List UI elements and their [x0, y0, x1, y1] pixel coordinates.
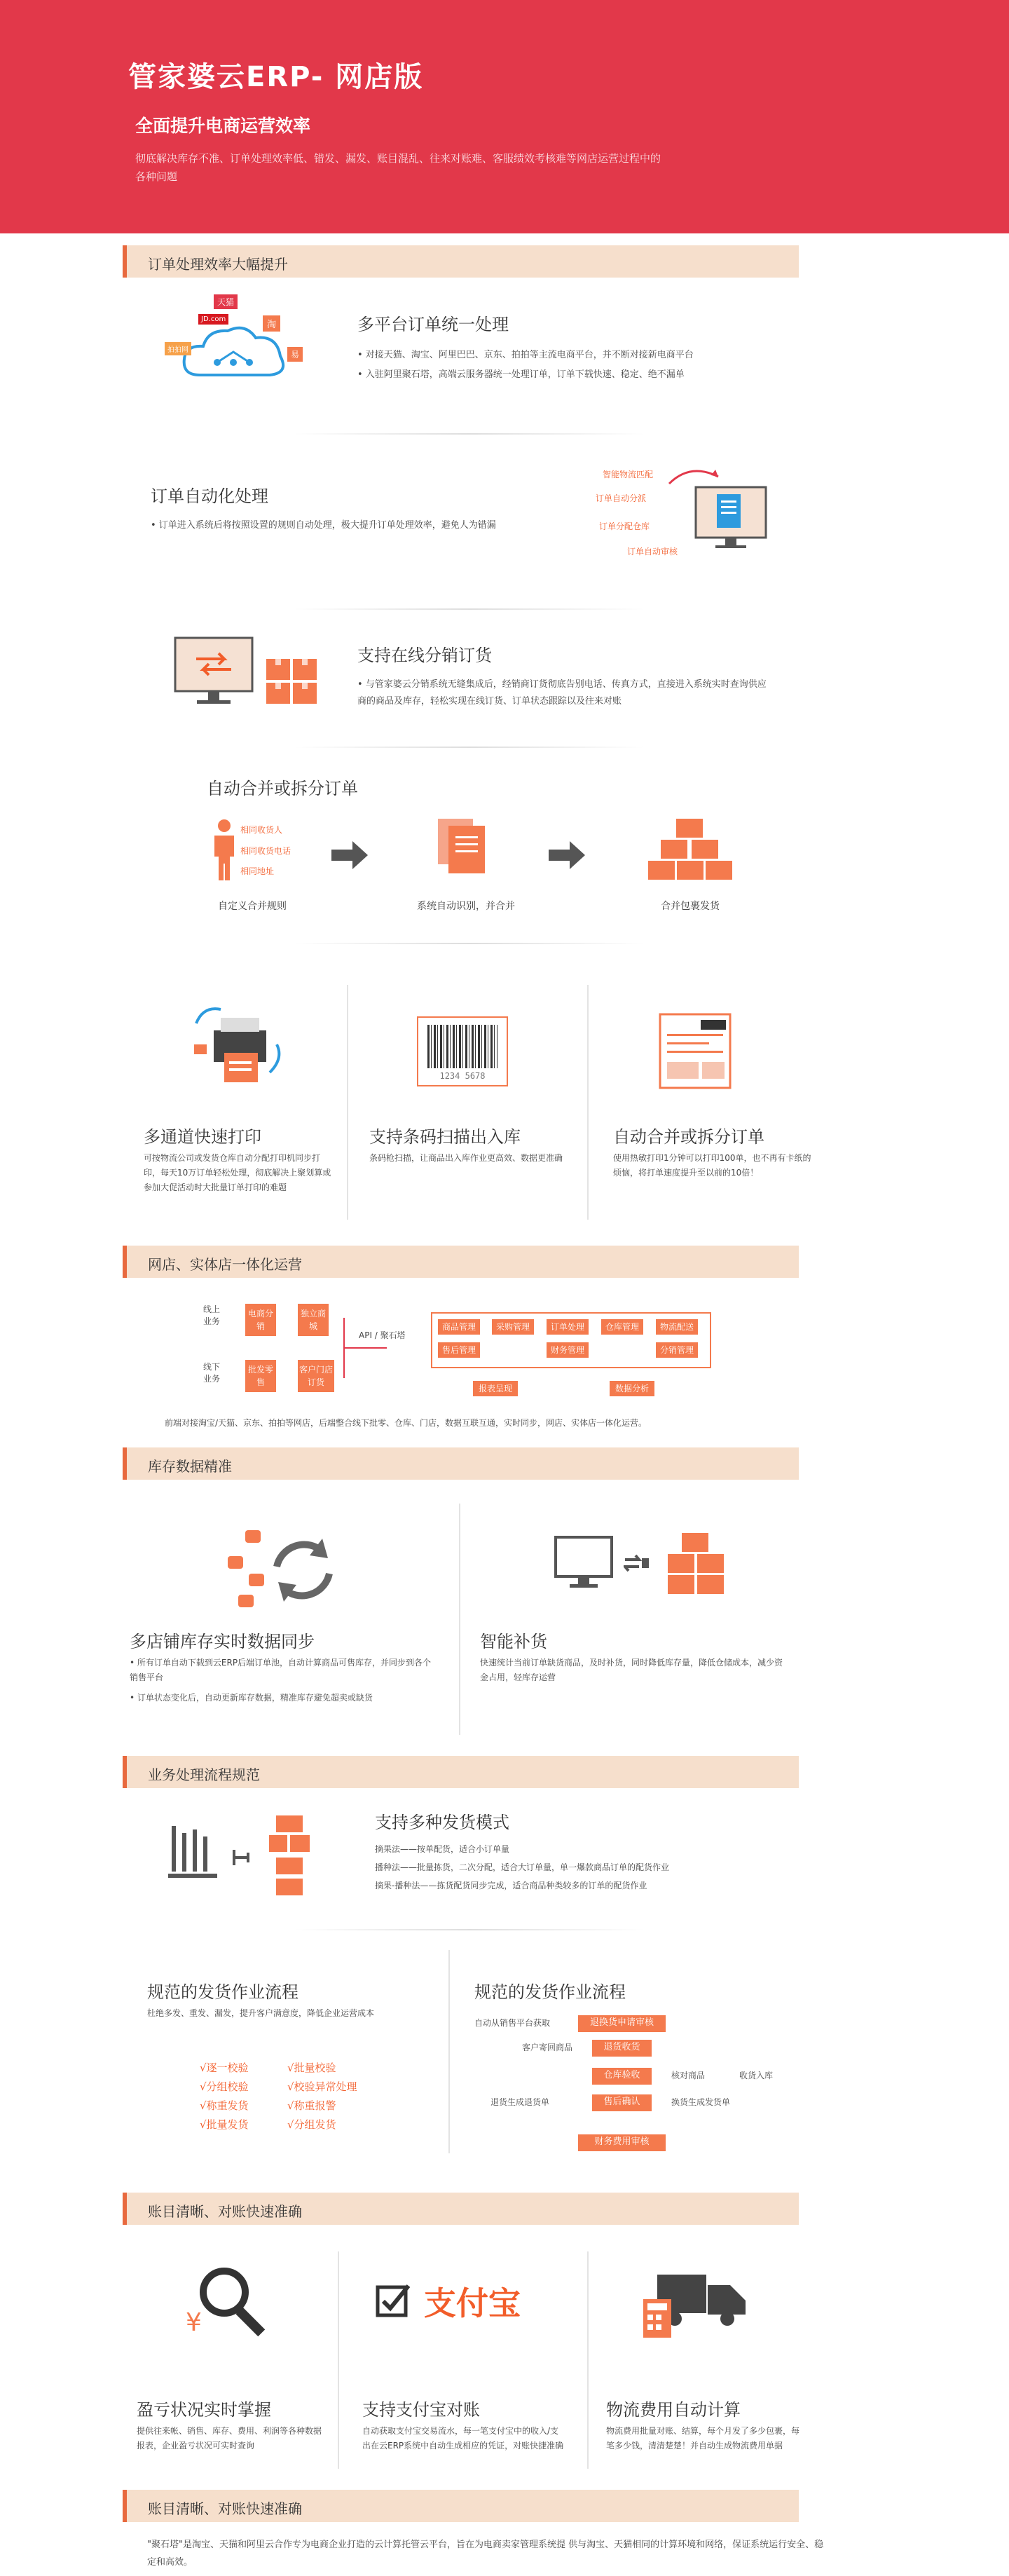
warehouse-rack-icon [168, 1826, 221, 1882]
module-1: 商品管理 [438, 1319, 480, 1335]
online-box-1: 电商分销 [245, 1304, 276, 1336]
omni-caption: 前端对接淘宝/天猫、京东、拍拍等网店，后端整合线下批零、仓库、门店，数据互联互通，实时同步，网店、实体店一体化运营。 [165, 1418, 647, 1428]
merge-caption-1: 自定义合并规则 [218, 901, 287, 912]
module-2: 采购管理 [492, 1319, 534, 1335]
auto-title: 订单自动化处理 [151, 486, 268, 506]
section-header-jushita: 账目清晰、对账快速准确 [123, 2490, 799, 2522]
offline-box-1: 批发零售 [245, 1360, 276, 1392]
logistics-title: 物流费用自动计算 [606, 2400, 741, 2420]
section-header-finance: 账目清晰、对账快速准确 [123, 2193, 799, 2225]
divider [294, 943, 645, 944]
hero-subtitle: 全面提升电商运营效率 [135, 116, 311, 136]
curved-arrow-icon [662, 463, 746, 491]
sync-title: 多店铺库存实时数据同步 [130, 1632, 315, 1651]
jushita-text: "聚石塔"是淘宝、天猫和阿里云合作专为电商企业打造的云计算托管云平台，旨在为电商卖家管理系统提 供与淘宝、天猫相同的计算环境和网络，保证系统运行安全、稳定和高效。 [147, 2540, 824, 2568]
stock-boxes-icon [662, 1532, 729, 1595]
offline-label: 线下业务 [203, 1362, 221, 1384]
column-divider [587, 2251, 589, 2469]
dist-bullet-1: • 与管家婆云分销系统无缝集成后，经销商订货彻底告别电话、传真方式，直接进入系统实时查询供应商的商品及库存，轻松实现在线订货、订单状态跟踪以及往来对账 [357, 679, 767, 707]
svg-text:¥: ¥ [186, 2308, 202, 2337]
flow-left-desc: 杜绝多发、重发、漏发，提升客户满意度，降低企业运营成本 [147, 2008, 375, 2018]
barcode-icon [417, 1016, 508, 1086]
merge-tag-3: 相同地址 [240, 866, 275, 876]
flow-note-right-3: 换货生成发货单 [671, 2097, 731, 2107]
hero-title: 管家婆云ERP- 网店版 [128, 61, 424, 93]
merge-caption-2: 系统自动识别，并合并 [417, 901, 515, 912]
sync-bullet-2: • 订单状态变化后，自动更新库存数据，精准库存避免超卖或缺货 [130, 1693, 373, 1703]
restock-desc: 快速统计当前订单缺货商品，及时补货，同时降低库存量，降低仓储成本，减少资金占用，轻库存运营 [480, 1658, 783, 1682]
section-header-order-efficiency: 订单处理效率大幅提升 [123, 245, 799, 278]
module-6: 售后管理 [438, 1342, 480, 1358]
sync-stores-icon [224, 1525, 336, 1609]
platform-bullet-2: • 入驻阿里聚石塔，高端云服务器统一处理订单，订单下载快速、稳定、绝不漏单 [357, 369, 685, 380]
column-divider [448, 1950, 450, 2153]
column-divider [459, 1504, 460, 1735]
check-3: √称重发货 [200, 2099, 249, 2112]
divider [294, 433, 645, 435]
check-1: √逐一校验 [200, 2062, 249, 2074]
auto-label-4: 订单自动审核 [627, 547, 678, 557]
barcode-title: 支持条码扫描出入库 [369, 1127, 521, 1147]
checkbox-icon [375, 2282, 413, 2320]
check-4: √批量发货 [200, 2118, 249, 2131]
auto-process-illustration [585, 456, 781, 568]
barcode-desc: 条码枪扫描，让商品出入库作业更高效、数据更准确 [369, 1153, 563, 1163]
arrow-right-icon [331, 841, 368, 869]
ship-mode-2: 播种法——批量拣货，二次分配，适合大订单量，单一爆款商品订单的配货作业 [375, 1862, 670, 1872]
module-5: 物流配送 [656, 1319, 698, 1335]
check-8: √分组发货 [287, 2118, 336, 2131]
ship-mode-1: 摘果法——按单配货，适合小订单量 [375, 1844, 510, 1854]
alipay-logo: 支付宝 [424, 2284, 521, 2322]
return-step-5: 财务费用审核 [578, 2134, 666, 2151]
merge-tag-1: 相同收货人 [240, 825, 283, 835]
yi-logo: 易 [287, 347, 303, 362]
return-step-4: 售后确认 [592, 2094, 652, 2111]
barcode-digits: 1234 5678 [439, 1071, 486, 1081]
monitor-document-icon [690, 484, 774, 550]
auto-bullet-1: • 订单进入系统后将按照设置的规则自动处理，极大提升订单处理效率，避免人为错漏 [151, 520, 496, 531]
package-stack-icon [648, 817, 732, 880]
arrow-right-icon [549, 841, 585, 869]
column-divider [587, 985, 589, 1220]
check-6: √校验异常处理 [287, 2080, 357, 2093]
ship-mode-3: 摘果-播种法——拣货配货同步完成，适合商品种类较多的订单的配货作业 [375, 1881, 647, 1890]
divider [294, 747, 645, 748]
merge-tag-2: 相同收货电话 [240, 846, 291, 856]
cloud-platforms-illustration [165, 294, 305, 393]
return-step-3: 仓库验收 [592, 2068, 652, 2085]
sync-bullet-1: • 所有订单自动下载到云ERP后端订单池，自动计算商品可售库存，并同步到各个销售平台 [130, 1658, 432, 1682]
section-header-process: 业务处理流程规范 [123, 1756, 799, 1788]
auto-label-2: 订单自动分派 [596, 493, 647, 503]
flow-right-title: 规范的发货作业流程 [474, 1982, 626, 2002]
alipay-desc: 自动获取支付宝交易流水，每一笔支付宝中的收入/支出在云ERP系统中自动生成相应的凭证，对账快捷准确 [362, 2426, 564, 2451]
auto-label-3: 订单分配仓库 [599, 522, 650, 531]
profit-desc: 提供往来帐、销售、库存、费用、利润等各种数据报表，企业盈亏状况可实时查询 [137, 2426, 322, 2451]
taobao-logo: 淘 [263, 315, 280, 332]
print-desc: 可按物流公司或发货仓库自动分配打印机同步打印，每天10万订单轻松处理，彻底解决上聚划算或参加大促活动时大批量订单打印的难题 [144, 1153, 331, 1192]
api-label: API / 聚石塔 [359, 1330, 406, 1340]
divider [294, 1929, 645, 1930]
person-icon [210, 819, 238, 882]
offline-box-2: 客户门店订货 [298, 1360, 334, 1392]
sorted-boxes-icon [268, 1814, 311, 1898]
module-4: 仓库管理 [601, 1319, 643, 1335]
check-7: √称重报警 [287, 2099, 336, 2112]
online-label: 线上业务 [203, 1304, 221, 1326]
column-divider [338, 2251, 339, 2469]
monitor-transfer-icon [172, 634, 256, 708]
print-title: 多通道快速打印 [144, 1127, 261, 1147]
flow-note-right-1: 核对商品 [671, 2071, 706, 2080]
branch-icon [231, 1847, 252, 1868]
flow-note-left-3: 退货生成退货单 [490, 2097, 550, 2107]
thermal-title: 自动合并或拆分订单 [613, 1127, 764, 1147]
module-3: 订单处理 [547, 1319, 589, 1335]
return-step-2: 退货收货 [592, 2040, 652, 2057]
alipay-title: 支持支付宝对账 [362, 2400, 480, 2420]
report-box: 报表呈现 [473, 1381, 518, 1396]
boxes-icon [266, 659, 317, 704]
platform-bullet-1: • 对接天猫、淘宝、阿里巴巴、京东、拍拍等主流电商平台，并不断对接新电商平台 [357, 350, 694, 360]
column-divider [347, 985, 348, 1220]
truck-calculator-icon [643, 2271, 748, 2341]
analysis-box: 数据分析 [610, 1381, 654, 1396]
paipai-logo: 拍拍网 [165, 342, 191, 355]
divider [294, 608, 645, 610]
flow-left-title: 规范的发货作业流程 [147, 1982, 298, 2002]
omnichannel-diagram [203, 1304, 715, 1402]
magnifier-yen-icon [179, 2264, 291, 2341]
merge-title: 自动合并或拆分订单 [207, 779, 358, 798]
module-8: 分销管理 [656, 1342, 698, 1358]
restock-arrows-icon [624, 1553, 652, 1574]
online-box-2: 独立商城 [298, 1304, 329, 1336]
merge-caption-3: 合并包裹发货 [661, 901, 720, 912]
check-5: √批量校验 [287, 2062, 336, 2074]
section-header-omnichannel: 网店、实体店一体化运营 [123, 1246, 799, 1278]
module-7: 财务管理 [547, 1342, 589, 1358]
section-header-inventory: 库存数据精准 [123, 1447, 799, 1480]
dist-title: 支持在线分销订货 [357, 646, 492, 665]
ship-title: 支持多种发货模式 [375, 1813, 509, 1832]
shipping-label-icon [659, 1013, 732, 1090]
thermal-desc: 使用热敏打印1分钟可以打印100单，也不再有卡纸的烦恼，将打单速度提升至以前的10倍！ [613, 1153, 811, 1178]
jd-logo: JD.com [198, 314, 228, 325]
platform-title: 多平台订单统一处理 [357, 315, 509, 334]
printer-icon [193, 1002, 284, 1093]
restock-title: 智能补货 [480, 1632, 547, 1651]
auto-label-1: 智能物流匹配 [603, 470, 654, 479]
check-2: √分组校验 [200, 2080, 249, 2093]
documents-icon [434, 815, 497, 878]
profit-title: 盈亏状况实时掌握 [137, 2400, 271, 2420]
monitor-icon [554, 1535, 617, 1591]
hero-description: 彻底解决库存不准、订单处理效率低、错发、漏发、账目混乱、往来对账难、客服绩效考核难等网店运营过程中的各种问题 [135, 152, 661, 183]
flow-note-left-2: 客户寄回商品 [522, 2043, 573, 2052]
tmall-logo: 天猫 [214, 294, 238, 309]
logistics-desc: 物流费用批量对账、结算，每个月发了多少包裹，每笔多少钱，清清楚楚！并自动生成物流费用单据 [606, 2426, 800, 2451]
return-step-1: 退换货申请审核 [578, 2015, 666, 2032]
flow-note-left-1: 自动从销售平台获取 [474, 2018, 551, 2028]
flow-note-right-2: 收货入库 [739, 2071, 774, 2080]
